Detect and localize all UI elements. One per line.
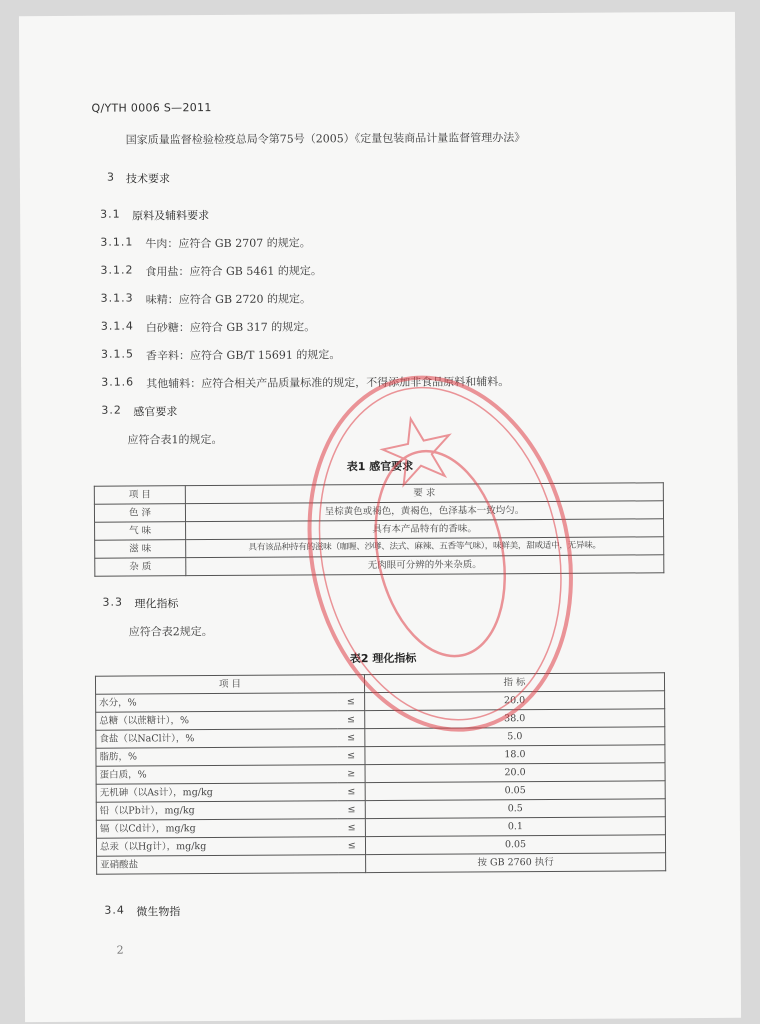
table-cell: 无机砷（以As计），mg/kg — [96, 783, 338, 802]
item-number: 3.1.3 — [100, 291, 134, 305]
table-1-caption: 表1 感官要求 — [346, 459, 414, 474]
reference-line: 国家质量监督检验检疫总局令第75号（2005）《定量包装商品计量监督管理办法》 — [125, 131, 526, 147]
table-header: 项 目 — [94, 486, 185, 505]
table-header: 项 目 — [95, 675, 364, 695]
table-cell: ≥ — [338, 765, 365, 783]
section-3-2-number: 3.2 — [101, 403, 122, 417]
table-2 — [95, 672, 666, 874]
section-3-4-title: 微生物指 — [136, 905, 181, 919]
table-cell: ≤ — [338, 783, 365, 801]
item-text: 白砂糖：应符合 GB 317 的规定。 — [145, 320, 316, 335]
table-cell: 0.05 — [365, 835, 665, 855]
table-cell: ≤ — [338, 837, 365, 855]
table-cell: 铅（以Pb计），mg/kg — [96, 801, 338, 820]
section-3-3-text: 应符合表2规定。 — [128, 625, 213, 639]
item-text: 牛肉：应符合 GB 2707 的规定。 — [145, 236, 311, 251]
section-3-3-title: 理化指标 — [134, 597, 179, 611]
table-cell: 总汞（以Hg计），mg/kg — [96, 837, 338, 856]
table-cell: ≤ — [338, 801, 365, 819]
table-2-caption: 表2 理化指标 — [349, 651, 417, 666]
table-cell — [338, 855, 365, 873]
table-cell: 0.05 — [365, 781, 665, 801]
section-3-title: 技术要求 — [125, 172, 170, 186]
table-cell: 杂 质 — [95, 558, 186, 577]
table-header: 要 求 — [185, 483, 663, 504]
page-number: 2 — [116, 943, 124, 957]
table-cell: 滋 味 — [95, 540, 186, 559]
item-text: 食用盐：应符合 GB 5461 的规定。 — [145, 264, 322, 279]
table-cell: 水分，% — [96, 693, 338, 712]
section-3-2-text: 应符合表1的规定。 — [127, 432, 223, 447]
table-cell: 色 泽 — [94, 504, 185, 523]
table-cell: 18.0 — [365, 745, 665, 765]
seal-star — [377, 412, 457, 488]
table-cell: 按 GB 2760 执行 — [366, 853, 666, 873]
table-cell: ≤ — [338, 729, 365, 747]
section-3-4-number: 3.4 — [104, 903, 125, 917]
section-3-1-number: 3.1 — [100, 207, 121, 221]
item-number: 3.1.5 — [100, 347, 135, 361]
table-cell: 具有本产品特有的香味。 — [186, 519, 664, 540]
table-1 — [94, 482, 665, 576]
item-number: 3.1.1 — [100, 235, 134, 249]
item-number: 3.1.4 — [100, 319, 134, 333]
item-number: 3.1.6 — [101, 375, 135, 389]
table-cell: 0.5 — [365, 799, 665, 819]
table-cell: 20.0 — [365, 691, 665, 711]
table-header: 指 标 — [364, 673, 664, 693]
document-page — [19, 12, 741, 1022]
table-cell: 食盐（以NaCl计），% — [96, 729, 338, 748]
section-3-number: 3 — [106, 170, 115, 184]
table-cell: 脂肪，% — [96, 747, 338, 766]
table-cell: 具有该品种持有的滋味（咖喱、沙嗲、法式、麻辣、五香等气味），味鲜美，甜咸适中，无异味。 — [186, 537, 664, 558]
table-row — [97, 853, 666, 874]
table-cell: 呈棕黄色或褐色，黄褐色，色泽基本一致均匀。 — [185, 501, 663, 522]
item-text: 味精：应符合 GB 2720 的规定。 — [145, 292, 312, 307]
document-code: Q/YTH 0006 S—2011 — [91, 101, 212, 115]
table-cell: 镉（以Cd计），mg/kg — [96, 819, 338, 838]
item-text: 其他辅料：应符合相关产品质量标准的规定，不得添加非食品原料和辅料。 — [146, 375, 510, 391]
table-cell: 38.0 — [365, 709, 665, 729]
table-cell: ≤ — [337, 693, 364, 711]
table-cell: 气 味 — [95, 522, 186, 541]
section-3-2-title: 感官要求 — [133, 405, 178, 419]
item-number: 3.1.2 — [100, 263, 134, 277]
table-cell: 总糖（以蔗糖计），% — [96, 711, 338, 730]
section-3-3-number: 3.3 — [102, 595, 124, 609]
section-3-1-title: 原料及辅料要求 — [132, 209, 210, 223]
table-cell: 5.0 — [365, 727, 665, 747]
table-cell: 0.1 — [365, 817, 665, 837]
table-cell: 无肉眼可分辨的外来杂质。 — [186, 555, 664, 576]
table-cell: ≤ — [338, 819, 365, 837]
table-cell: 亚硝酸盐 — [97, 855, 339, 874]
table-row — [95, 555, 664, 576]
table-cell: 20.0 — [365, 763, 665, 783]
item-text: 香辛料：应符合 GB/T 15691 的规定。 — [145, 348, 341, 363]
table-cell: ≤ — [338, 711, 365, 729]
table-cell: 蛋白质，% — [96, 765, 338, 784]
table-cell: ≤ — [338, 747, 365, 765]
